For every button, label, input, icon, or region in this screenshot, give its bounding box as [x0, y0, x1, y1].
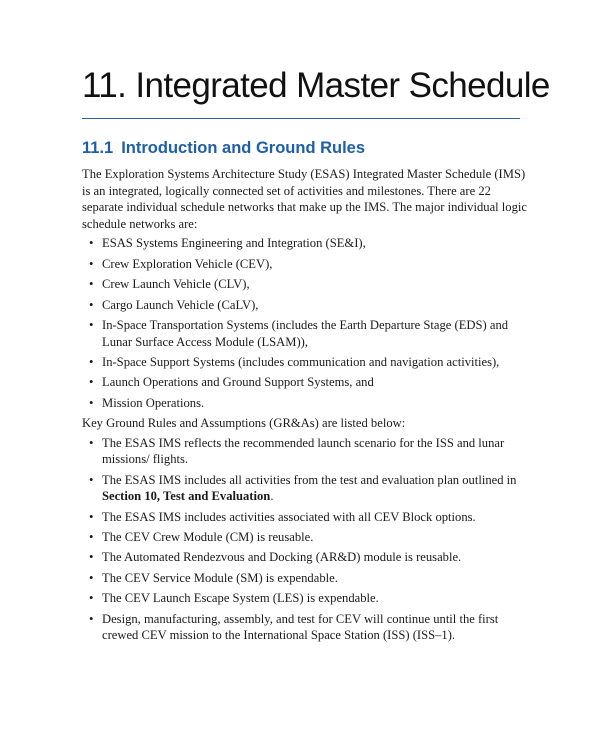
section-heading	[82, 139, 365, 158]
bullet-icon: •	[89, 530, 94, 545]
list-item: • Cargo Launch Vehicle (CaLV),	[89, 297, 259, 312]
list-item: • Mission Operations.	[89, 395, 205, 410]
bullet-icon: •	[89, 591, 94, 606]
bullet-icon: •	[89, 395, 94, 410]
ground-rules-list	[82, 435, 532, 644]
title-divider	[82, 118, 520, 119]
bullet-icon: •	[89, 277, 94, 292]
list-item: • The Automated Rendezvous and Docking (AR&D) module is reusable.	[89, 550, 462, 565]
network-list	[82, 235, 532, 411]
bullet-icon: •	[89, 375, 94, 390]
list-item: • ESAS Systems Engineering and Integration (SE&I),	[89, 236, 366, 251]
section-title: Introduction and Ground Rules	[121, 139, 366, 157]
bullet-icon: •	[89, 611, 94, 626]
bullet-icon: •	[89, 354, 94, 369]
intro-paragraph: The Exploration Systems Architecture Study (ESAS) Integrated Master Schedule (IMS) is an integrated, logically connected set of activities and milestones. There are 22 separate individual schedule networks that make up the IMS. The major individual logic schedule networks are:	[82, 167, 527, 231]
list-item: • Design, manufacturing, assembly, and test for CEV will continue until the first crewed CEV mission to the International Space Station (ISS) (ISS–1).	[89, 611, 499, 643]
section-number: 11.1	[82, 139, 114, 157]
bullet-icon: •	[89, 435, 94, 450]
list-item: • In-Space Transportation Systems (includes the Earth Departure Stage (EDS) and Lunar Surface Access Module (LSAM)),	[89, 317, 509, 349]
list-item: • Launch Operations and Ground Support Systems, and	[89, 375, 374, 390]
bullet-icon: •	[89, 509, 94, 524]
list-item: • The ESAS IMS includes all activities from the test and evaluation plan outlined in Section 10, Test and Evaluation.	[89, 472, 517, 504]
list-item: • The ESAS IMS reflects the recommended launch scenario for the ISS and lunar missions/ flights.	[89, 435, 505, 467]
list-item: • Crew Exploration Vehicle (CEV),	[89, 256, 273, 271]
list-item: • Crew Launch Vehicle (CLV),	[89, 277, 250, 292]
section-reference: Section 10, Test and Evaluation	[102, 489, 271, 504]
bullet-icon: •	[89, 256, 94, 271]
bullet-icon: •	[89, 472, 94, 487]
chapter-title: 11. Integrated Master Schedule	[82, 66, 550, 105]
list-item: • The CEV Launch Escape System (LES) is expendable.	[89, 591, 379, 606]
list-item: • The CEV Service Module (SM) is expendable.	[89, 570, 338, 585]
bullet-icon: •	[89, 236, 94, 251]
bullet-icon: •	[89, 317, 94, 332]
bullet-icon: •	[89, 550, 94, 565]
ground-rules-intro: Key Ground Rules and Assumptions (GR&As) are listed below:	[82, 416, 406, 431]
bullet-icon: •	[89, 297, 94, 312]
section-body	[82, 166, 532, 648]
list-item: • The ESAS IMS includes activities associated with all CEV Block options.	[89, 509, 476, 524]
list-item: • In-Space Support Systems (includes communication and navigation activities),	[89, 354, 500, 369]
bullet-icon: •	[89, 570, 94, 585]
list-item: • The CEV Crew Module (CM) is reusable.	[89, 530, 314, 545]
